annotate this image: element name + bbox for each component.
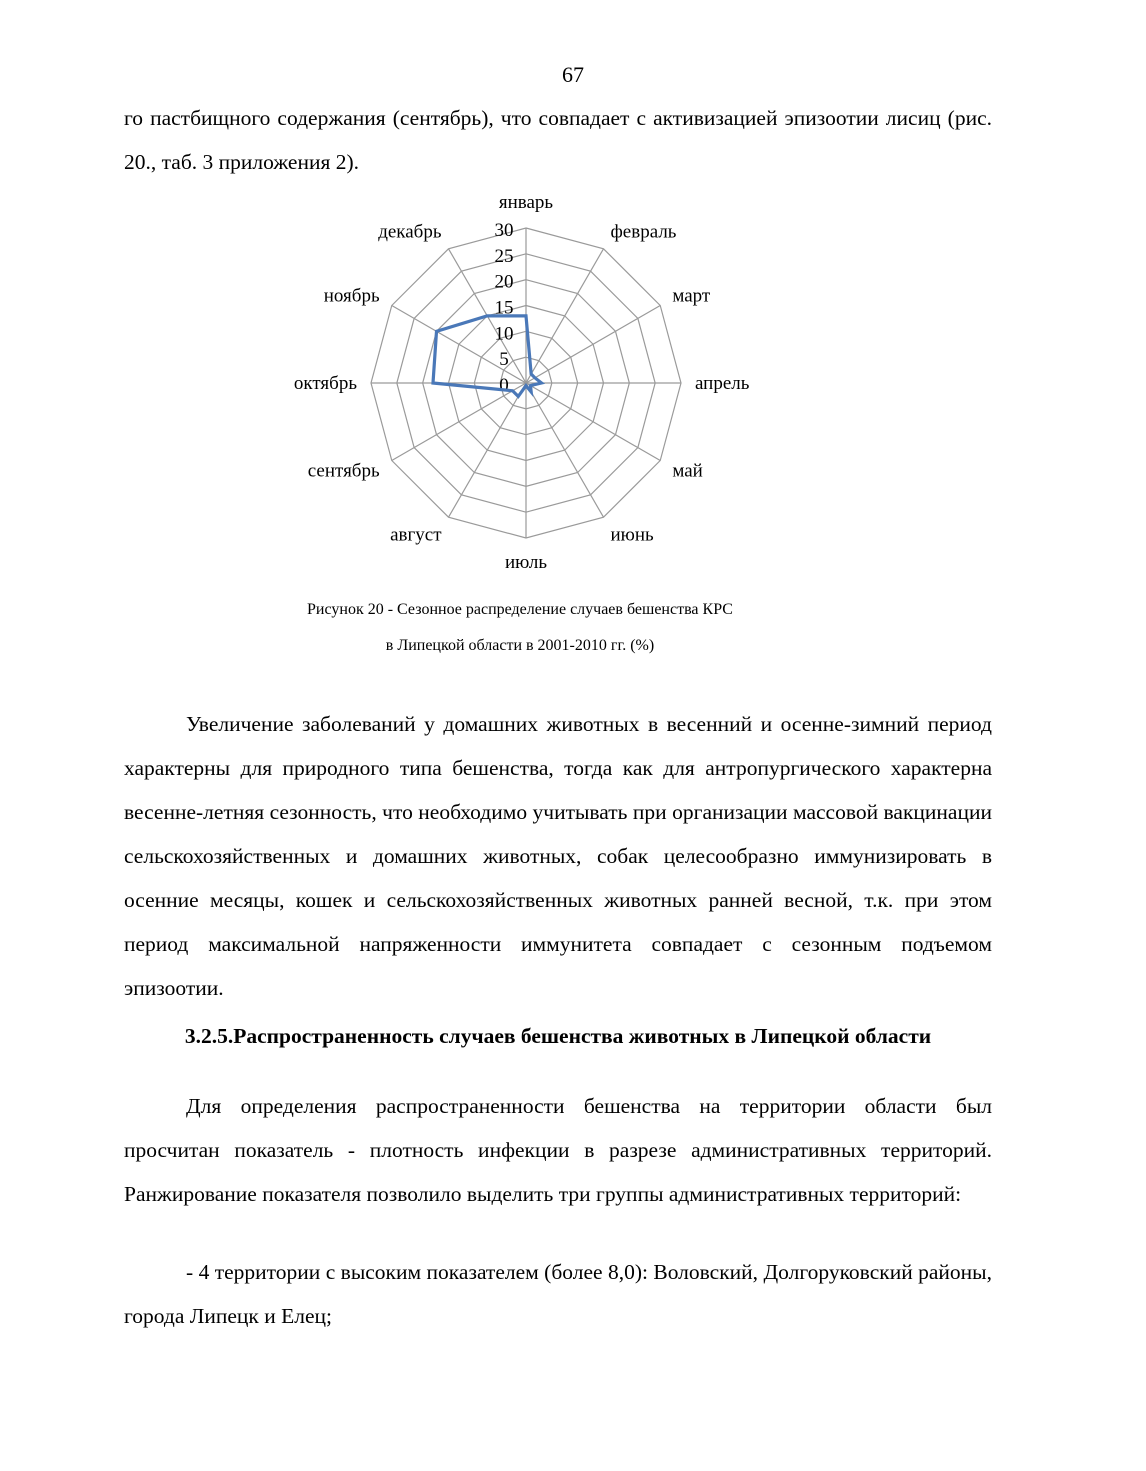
category-label: март xyxy=(672,285,711,307)
category-label: январь xyxy=(498,192,554,213)
radial-tick-label: 0 xyxy=(499,375,509,396)
series-line xyxy=(433,316,542,397)
grid-spoke xyxy=(526,383,660,461)
grid-spoke xyxy=(526,306,660,384)
page-number: 67 xyxy=(562,62,584,87)
radial-tick-label: 5 xyxy=(499,349,509,371)
category-label: февраль xyxy=(610,221,677,243)
body-paragraph-seasonality: Увеличение заболеваний у домашних животных в весенний и осенне-зимний период характерны для природного типа бешенства, тогда как для антропургического характерна весенне-летняя сезонность, что необходимо учитывать при организации массовой вакцинации сельскохозяйственных и домашних животных, собак целесообразно иммунизировать в осенние месяцы, кошек и сельскохозяйственных животных ранней весной, т.к. при этом период максимальной напряженности иммунитета совпадает с сезонным подъемом эпизоотии. xyxy=(124,712,992,1000)
section-heading: 3.2.5.Распространенность случаев бешенства животных в Липецкой области xyxy=(184,1024,932,1048)
radial-tick-label: 10 xyxy=(494,323,514,345)
intro-paragraph: го пастбищного содержания (сентябрь), что совпадает с активизацией эпизоотии лисиц (рис. 20., таб. 3 приложения 2). xyxy=(124,106,992,174)
category-label: август xyxy=(390,524,442,546)
radar-series xyxy=(433,316,542,397)
radial-tick-label: 15 xyxy=(494,297,514,319)
radial-tick-labels xyxy=(495,220,514,396)
body-paragraph-prevalence: Для определения распространенности бешенства на территории области был просчитан показатель - плотность инфекции в разрезе административных территорий. Ранжирование показателя позволило выделить три группы административных территорий: xyxy=(124,1094,992,1206)
category-label: июль xyxy=(504,552,548,573)
radial-tick-label: 25 xyxy=(494,245,514,267)
radar-spokes xyxy=(371,228,681,538)
radial-tick-label: 20 xyxy=(494,271,514,293)
category-label: декабрь xyxy=(378,221,442,243)
category-label: октябрь xyxy=(293,373,357,394)
radial-tick-label: 30 xyxy=(494,220,514,241)
category-label: апрель xyxy=(695,373,750,394)
radar-chart xyxy=(270,192,790,573)
category-label: май xyxy=(672,460,703,482)
figure-caption-line1: Рисунок 20 - Сезонное распределение случаев бешенства КРС xyxy=(307,601,733,618)
grid-spoke xyxy=(526,383,604,517)
figure-caption-line2: в Липецкой области в 2001-2010 гг. (%) xyxy=(385,637,655,654)
grid-spoke xyxy=(526,249,604,383)
category-label: сентябрь xyxy=(307,460,380,482)
grid-spoke xyxy=(449,383,527,517)
category-label: июнь xyxy=(610,524,654,546)
body-paragraph-high-group: - 4 территории с высоким показателем (более 8,0): Воловский, Долгоруковский районы, города Липецк и Елец; xyxy=(124,1260,992,1328)
category-label: ноябрь xyxy=(323,285,380,307)
